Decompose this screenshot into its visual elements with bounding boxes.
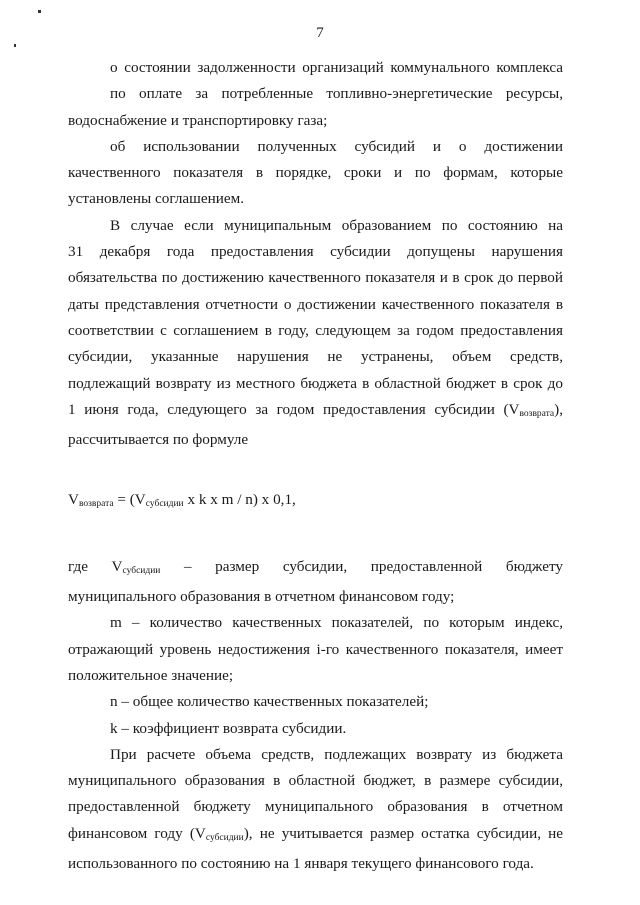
text-line: В случае если муниципальным образованием по состоянию на bbox=[110, 216, 563, 234]
text-line: о состоянии задолженности организаций коммунального комплекса bbox=[110, 59, 563, 76]
text-line: рассчитывается по формуле bbox=[68, 431, 249, 449]
paragraph bbox=[68, 55, 563, 134]
paragraph bbox=[68, 610, 563, 689]
text-line: 31 декабря года предоставления субсидии допущены нарушения bbox=[68, 243, 563, 261]
paragraph: n – общее количество качественных показателей; bbox=[110, 693, 429, 711]
formula: $V_{возврата} = (V_{субсидии}$ x k x m / n) x 0,1, bbox=[68, 491, 296, 510]
text-line: подлежащий возврату из местного бюджета в областной бюджет в срок до bbox=[68, 374, 563, 392]
paragraph: k – коэффициент возврата субсидии. bbox=[110, 719, 347, 737]
text-line: субсидии, указанные нарушения не устранены, объем средств, bbox=[68, 348, 563, 366]
document-body bbox=[68, 55, 563, 877]
scan-speck bbox=[38, 10, 41, 13]
text-line: обязательства по достижению качественного показателя и в срок до первой bbox=[68, 269, 563, 287]
text-line: положительное значение; bbox=[68, 666, 234, 684]
paragraph bbox=[68, 742, 563, 877]
paragraph bbox=[68, 134, 563, 213]
text-line: 1 июня года, следующего за годом предоставления субсидии $(V_{возврата})$, bbox=[68, 400, 563, 419]
text-line: водоснабжение и транспортировку газа; bbox=[68, 111, 328, 129]
text-line: качественного показателя в порядке, сроки и по формам, которые bbox=[68, 164, 563, 182]
text-line: финансовом году $(V_{субсидии})$, не учитывается размер остатка субсидии, не bbox=[68, 824, 564, 843]
paragraph bbox=[68, 554, 563, 611]
scan-speck bbox=[14, 44, 16, 47]
text-line: по оплате за потребленные топливно-энергетические ресурсы, bbox=[110, 85, 563, 103]
text-line: где $V_{субсидии}$ – размер субсидии, предоставленной бюджету bbox=[68, 557, 563, 576]
text-line: даты представления отчетности о достижении качественного показателя в bbox=[68, 295, 563, 313]
text-line: предоставленной бюджету муниципального образования в отчетном bbox=[68, 798, 563, 816]
text-line: отражающий уровень недостижения i-го качественного показателя, имеет bbox=[68, 640, 563, 658]
text-line: соответствии с соглашением в году, следующем за годом предоставления bbox=[68, 321, 563, 339]
text-line: При расчете объема средств, подлежащих возврату из бюджета bbox=[110, 745, 563, 763]
text-line: использованного по состоянию на 1 января текущего финансового года. bbox=[68, 855, 534, 873]
text-line: m – количество качественных показателей, по которым индекс, bbox=[110, 614, 563, 632]
text-line: муниципального образования в отчетном финансовом году; bbox=[68, 588, 455, 606]
text-line: об использовании полученных субсидий и о достижении bbox=[110, 137, 563, 155]
paragraph bbox=[68, 213, 563, 454]
text-line: установлены соглашением. bbox=[68, 190, 244, 208]
text-line: муниципального образования в областной бюджет, в размере субсидии, bbox=[68, 772, 563, 790]
page-number: 7 bbox=[316, 25, 324, 41]
